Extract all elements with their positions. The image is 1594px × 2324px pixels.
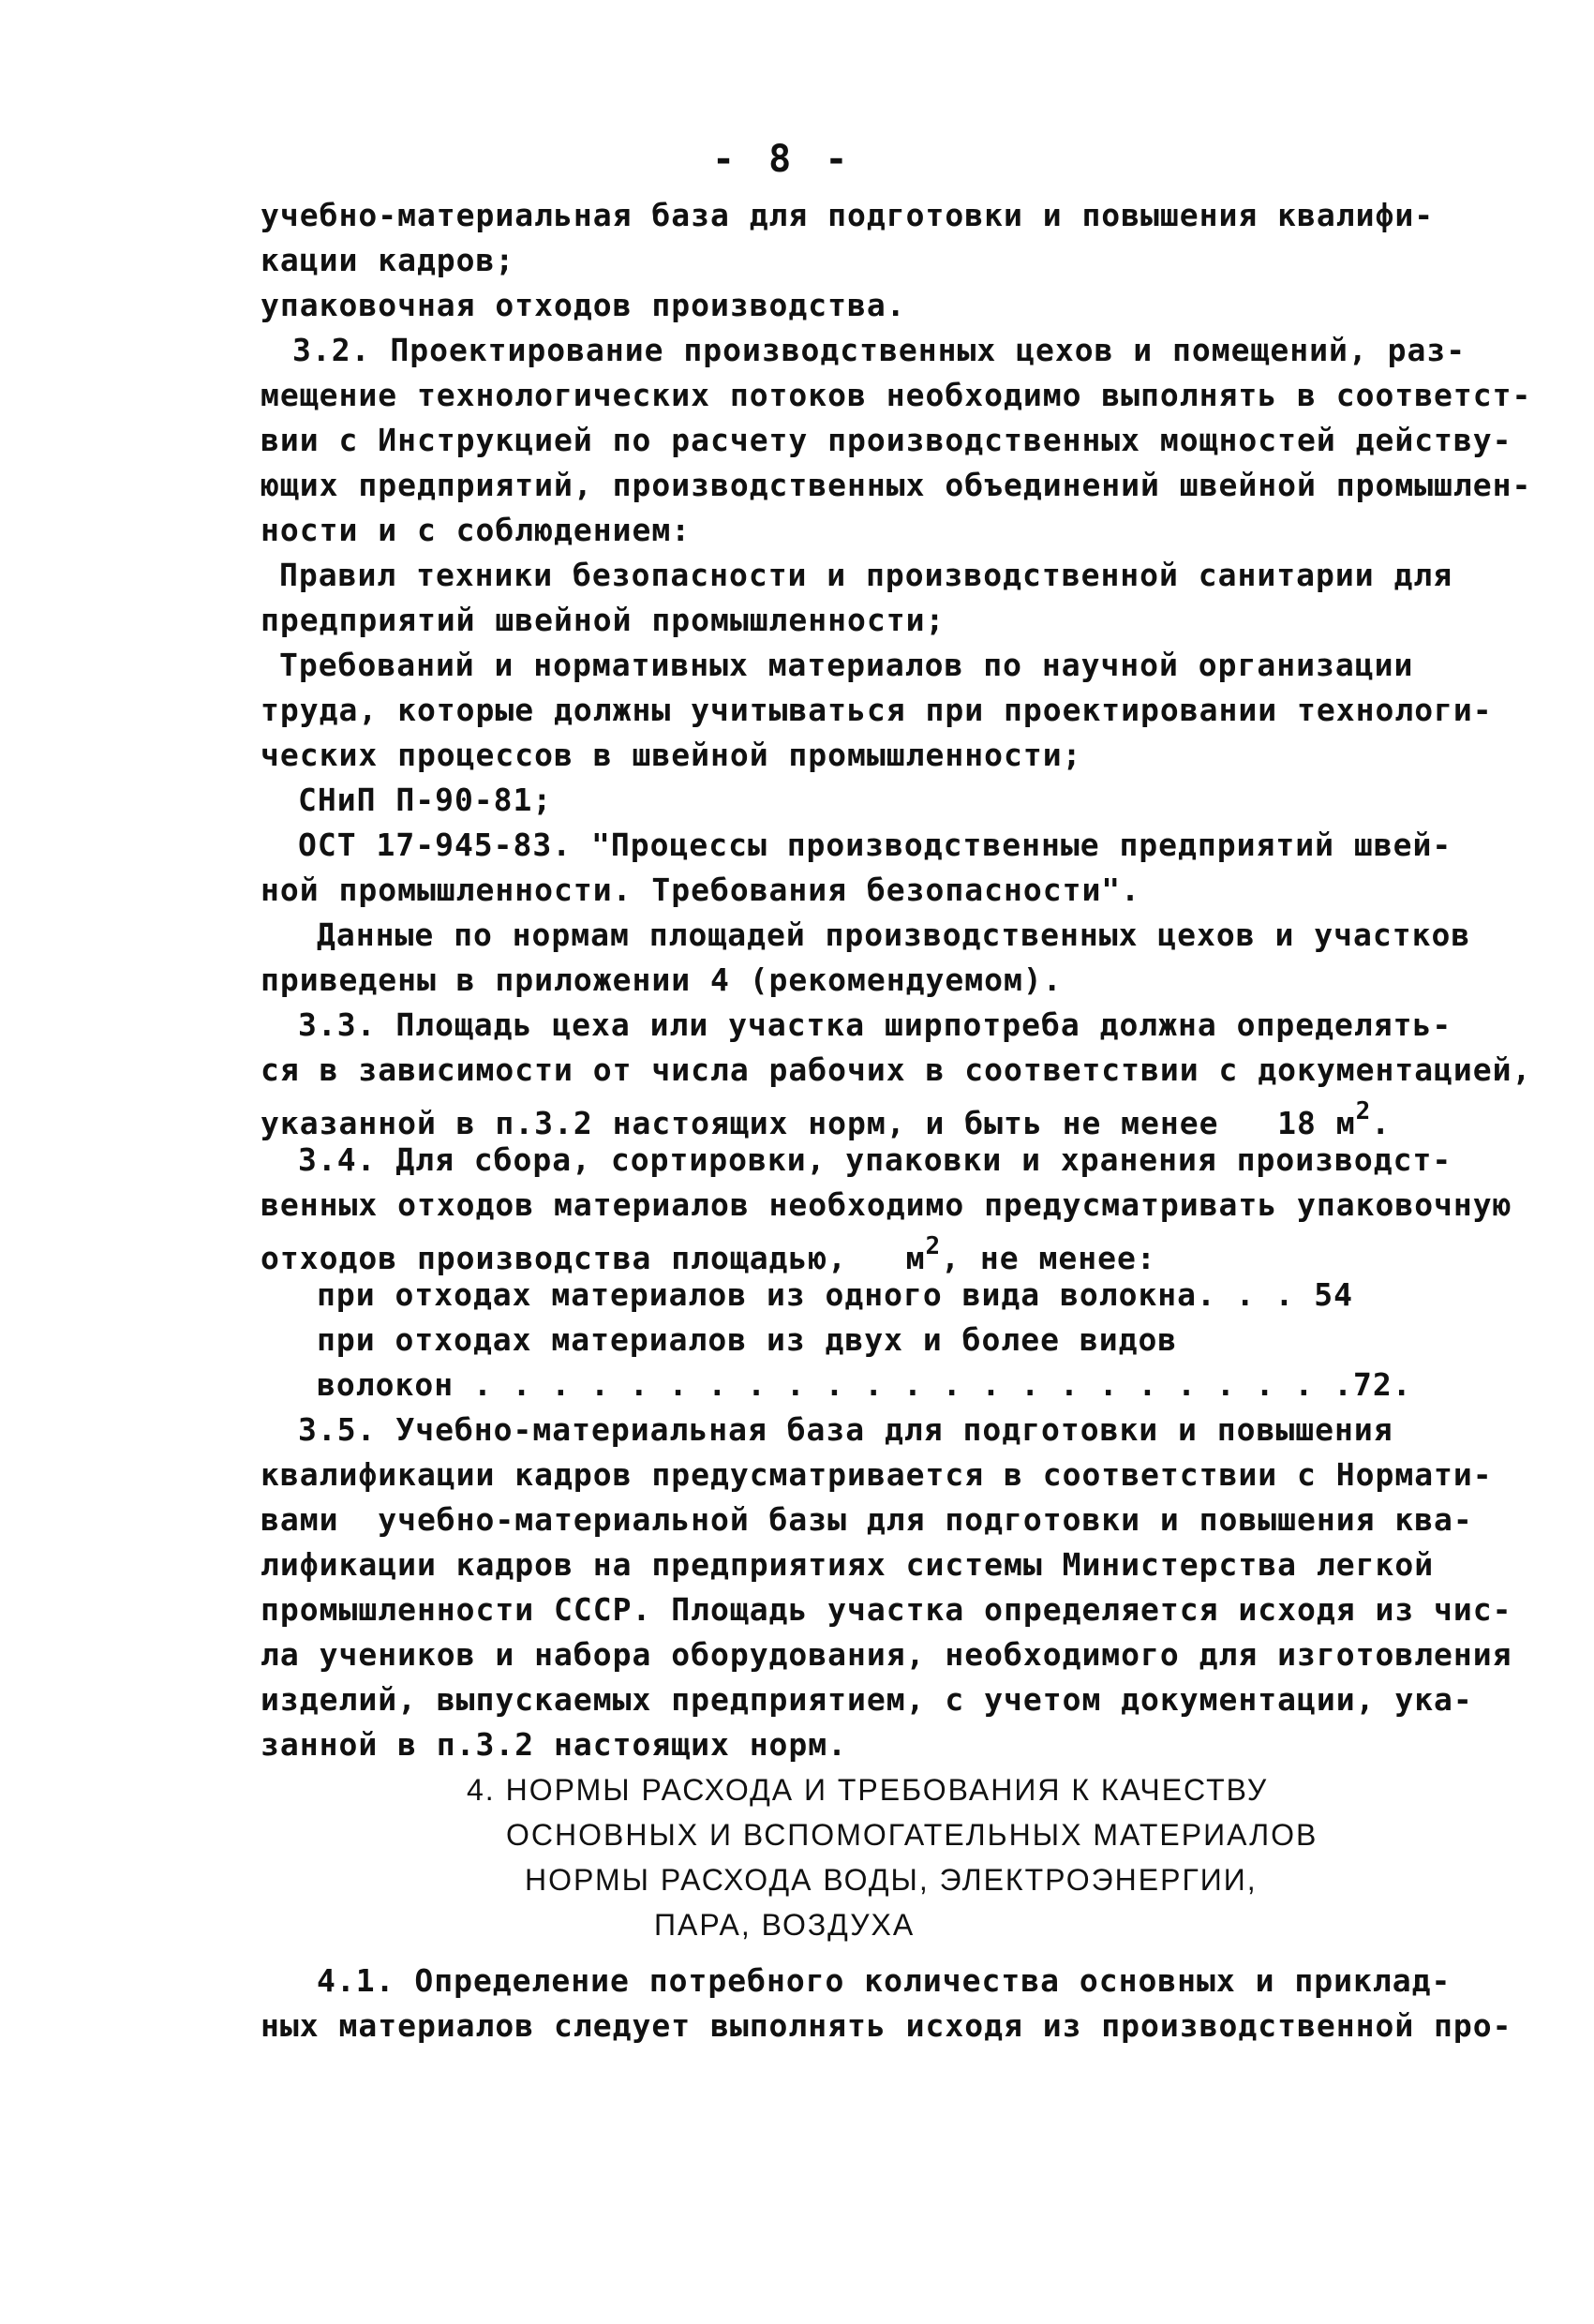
text-line: квалификации кадров предусматривается в соответствии с Нормати-	[261, 1456, 1493, 1493]
text-line: ся в зависимости от числа рабочих в соответствии с документацией,	[261, 1051, 1532, 1088]
text-line: мещение технологических потоков необходимо выполнять в соответст-	[261, 377, 1532, 413]
section-heading: ОСНОВНЫХ И ВСПОМОГАТЕЛЬНЫХ МАТЕРИАЛОВ	[506, 1818, 1318, 1852]
superscript: 2	[1355, 1097, 1372, 1125]
text-line: 3.4. Для сбора, сортировки, упаковки и хранения производст-	[298, 1141, 1452, 1178]
text-line: ОСТ 17-945-83. "Процессы производственные предприятий швей-	[298, 827, 1452, 863]
text-line: упаковочная отходов производства.	[261, 287, 906, 323]
text-line: при отходах материалов из одного вида волокна. . . 54	[317, 1276, 1353, 1313]
text-line	[261, 1231, 1156, 1277]
text-line	[261, 1096, 1391, 1142]
text-line: кации кадров;	[261, 242, 515, 278]
text-line: приведены в приложении 4 (рекомендуемом).	[261, 961, 1063, 998]
text-line: ных материалов следует выполнять исходя из производственной про-	[261, 2007, 1512, 2044]
text-line: труда, которые должны учитываться при проектировании технологи-	[261, 692, 1493, 728]
text-line: венных отходов материалов необходимо предусматривать упаковочную	[261, 1186, 1512, 1223]
text-line: лификации кадров на предприятиях системы Министерства легкой	[261, 1546, 1435, 1583]
text-line: 3.3. Площадь цеха или участка ширпотреба должна определять-	[298, 1006, 1452, 1043]
text-line: вами учебно-материальной базы для подготовки и повышения ква-	[261, 1501, 1473, 1538]
text-line: 3.2. Проектирование производственных цехов и помещений, раз-	[292, 332, 1467, 368]
text-span: отходов производства площадью, м	[261, 1240, 926, 1276]
text-line: СНиП П-90-81;	[298, 782, 553, 818]
text-line: Правил техники безопасности и производственной санитарии для	[279, 557, 1453, 593]
text-line: вии с Инструкцией по расчету производственных мощностей действу-	[261, 422, 1512, 458]
text-span: , не менее:	[941, 1240, 1156, 1276]
text-line: ла учеников и набора оборудования, необходимого для изготовления	[261, 1636, 1512, 1673]
text-span: .	[1371, 1105, 1392, 1141]
text-line: Требований и нормативных материалов по научной организации	[279, 647, 1414, 683]
text-line: изделий, выпускаемых предприятием, с учетом документации, ука-	[261, 1681, 1473, 1718]
section-heading: ПАРА, ВОЗДУХА	[654, 1908, 916, 1942]
text-line: ющих предприятий, производственных объединений швейной промышлен-	[261, 467, 1532, 503]
page-number: - 8 -	[712, 138, 854, 181]
text-line: волокон . . . . . . . . . . . . . . . . . . . . . . .72.	[317, 1366, 1412, 1403]
superscript: 2	[925, 1232, 942, 1260]
text-line: ности и с соблюдением:	[261, 512, 692, 548]
text-line: промышленности СССР. Площадь участка определяется исходя из чис-	[261, 1591, 1512, 1628]
text-line: ческих процессов в швейной промышленности;	[261, 737, 1082, 773]
text-line: занной в п.3.2 настоящих норм.	[261, 1726, 848, 1763]
section-heading: НОРМЫ РАСХОДА ВОДЫ, ЭЛЕКТРОЭНЕРГИИ,	[525, 1863, 1258, 1897]
text-line: учебно-материальная база для подготовки и повышения квалифи-	[261, 197, 1435, 233]
text-line: ной промышленности. Требования безопасности".	[261, 872, 1141, 908]
section-heading: 4. НОРМЫ РАСХОДА И ТРЕБОВАНИЯ К КАЧЕСТВУ	[467, 1773, 1269, 1807]
text-span: указанной в п.3.2 настоящих норм, и быть не менее 18 м	[261, 1105, 1356, 1141]
text-line: при отходах материалов из двух и более видов	[317, 1321, 1178, 1358]
text-line: 3.5. Учебно-материальная база для подготовки и повышения	[298, 1411, 1393, 1448]
text-line: Данные по нормам площадей производственных цехов и участков	[317, 916, 1471, 953]
text-line: предприятий швейной промышленности;	[261, 602, 946, 638]
text-line: 4.1. Определение потребного количества основных и приклад-	[317, 1962, 1452, 1999]
